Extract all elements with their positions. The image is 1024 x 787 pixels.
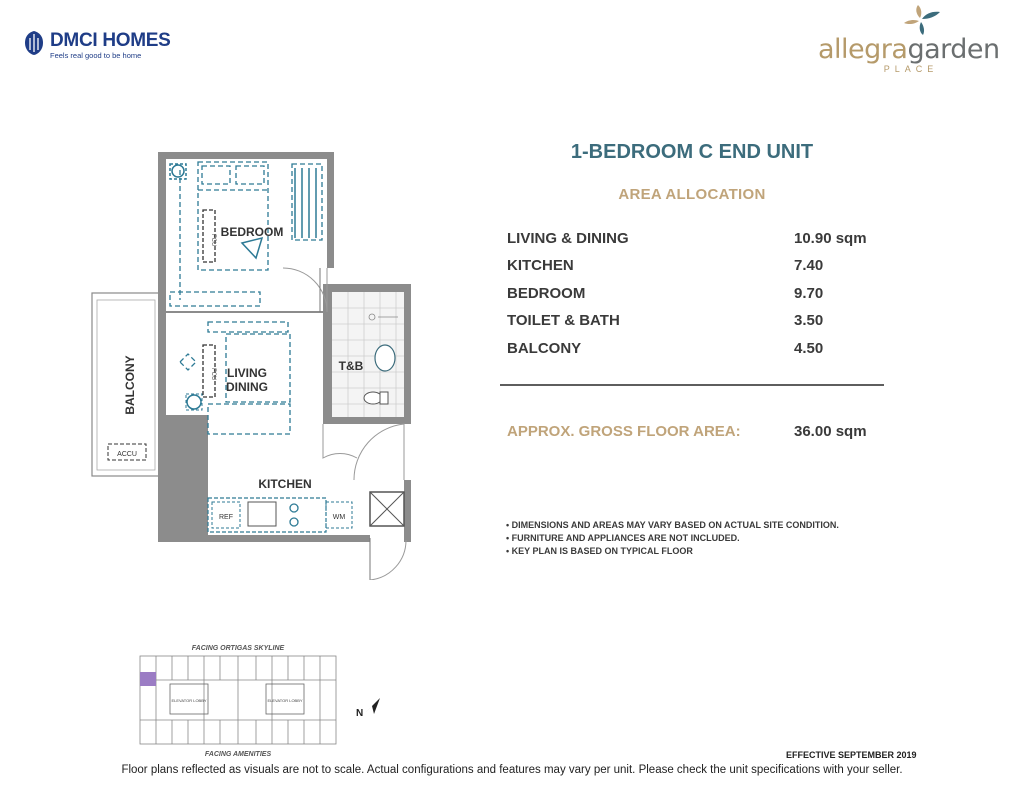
project-subname: PLACE bbox=[883, 64, 939, 74]
allocation-value: 10.90 sqm bbox=[794, 230, 867, 247]
wm-label: WM bbox=[332, 514, 346, 521]
elevator-lobby-label: ELEVATOR LOBBY bbox=[267, 698, 303, 703]
allocation-row bbox=[507, 257, 887, 279]
allocation-value: 4.50 bbox=[794, 340, 824, 357]
dmci-name: DMCI HOMES bbox=[50, 30, 171, 51]
gross-floor-area-value: 36.00 sqm bbox=[794, 423, 867, 440]
note-item: • KEY PLAN IS BASED ON TYPICAL FLOOR bbox=[506, 546, 693, 556]
key-plan bbox=[134, 640, 394, 760]
divider-line bbox=[500, 384, 884, 386]
highlighted-unit bbox=[140, 672, 156, 686]
allocation-value: 9.70 bbox=[794, 285, 824, 302]
disclaimer: Floor plans reflected as visuals are not to scale. Actual configurations and features may vary per unit. Please check the unit specifications with your seller. bbox=[121, 764, 903, 776]
balcony-label: BALCONY bbox=[123, 355, 137, 415]
north-label: N bbox=[356, 708, 364, 719]
allocation-row bbox=[507, 230, 887, 252]
dmci-emblem-icon bbox=[24, 30, 44, 56]
allocation-label: LIVING & DINING bbox=[507, 230, 629, 247]
allocation-row bbox=[507, 340, 887, 362]
key-plan-top-label: FACING ORTIGAS SKYLINE bbox=[191, 645, 285, 652]
kitchen-label: KITCHEN bbox=[258, 477, 312, 491]
accu-label: ACCU bbox=[117, 451, 137, 458]
living-label: LIVING bbox=[226, 366, 268, 380]
bedroom-label: BEDROOM bbox=[220, 225, 284, 239]
unit-floor-plan bbox=[80, 140, 420, 580]
allocation-row bbox=[507, 312, 887, 334]
effective-date: EFFECTIVE SEPTEMBER 2019 bbox=[786, 750, 917, 760]
gross-floor-area-label: APPROX. GROSS FLOOR AREA: bbox=[507, 423, 741, 440]
dining-label: DINING bbox=[226, 380, 268, 394]
elevator-lobby-label: ELEVATOR LOBBY bbox=[171, 698, 207, 703]
north-arrow-icon bbox=[366, 698, 380, 714]
allocation-label: BALCONY bbox=[507, 340, 582, 357]
leaves-icon bbox=[902, 4, 942, 36]
toilet-and-bath bbox=[332, 292, 404, 417]
note-item: • DIMENSIONS AND AREAS MAY VARY BASED ON ACTUAL SITE CONDITION. bbox=[506, 520, 839, 530]
allocation-label: TOILET & BATH bbox=[507, 312, 620, 329]
fcu-label: FCU bbox=[210, 234, 216, 247]
allocation-value: 7.40 bbox=[794, 257, 824, 274]
area-allocation-heading: AREA ALLOCATION bbox=[618, 186, 766, 203]
allocation-label: KITCHEN bbox=[507, 257, 574, 274]
dmci-tagline: Feels real good to be home bbox=[50, 51, 142, 60]
tb-label: T&B bbox=[338, 359, 364, 373]
allocation-label: BEDROOM bbox=[507, 285, 586, 302]
allocation-value: 3.50 bbox=[794, 312, 824, 329]
dmci-homes-logo bbox=[24, 28, 194, 64]
notes-list bbox=[506, 519, 839, 558]
note-item: • FURNITURE AND APPLIANCES ARE NOT INCLUDED. bbox=[506, 533, 740, 543]
duct-box bbox=[370, 492, 404, 526]
unit-title: 1-BEDROOM C END UNIT bbox=[570, 141, 814, 163]
fcu-label: FCU bbox=[210, 368, 216, 381]
project-name: allegragarden bbox=[818, 34, 1000, 65]
allocation-row bbox=[507, 285, 887, 307]
allegra-garden-place-logo bbox=[818, 4, 1018, 74]
ref-label: REF bbox=[219, 514, 233, 521]
key-plan-bottom-label: FACING AMENITIES bbox=[204, 751, 272, 758]
